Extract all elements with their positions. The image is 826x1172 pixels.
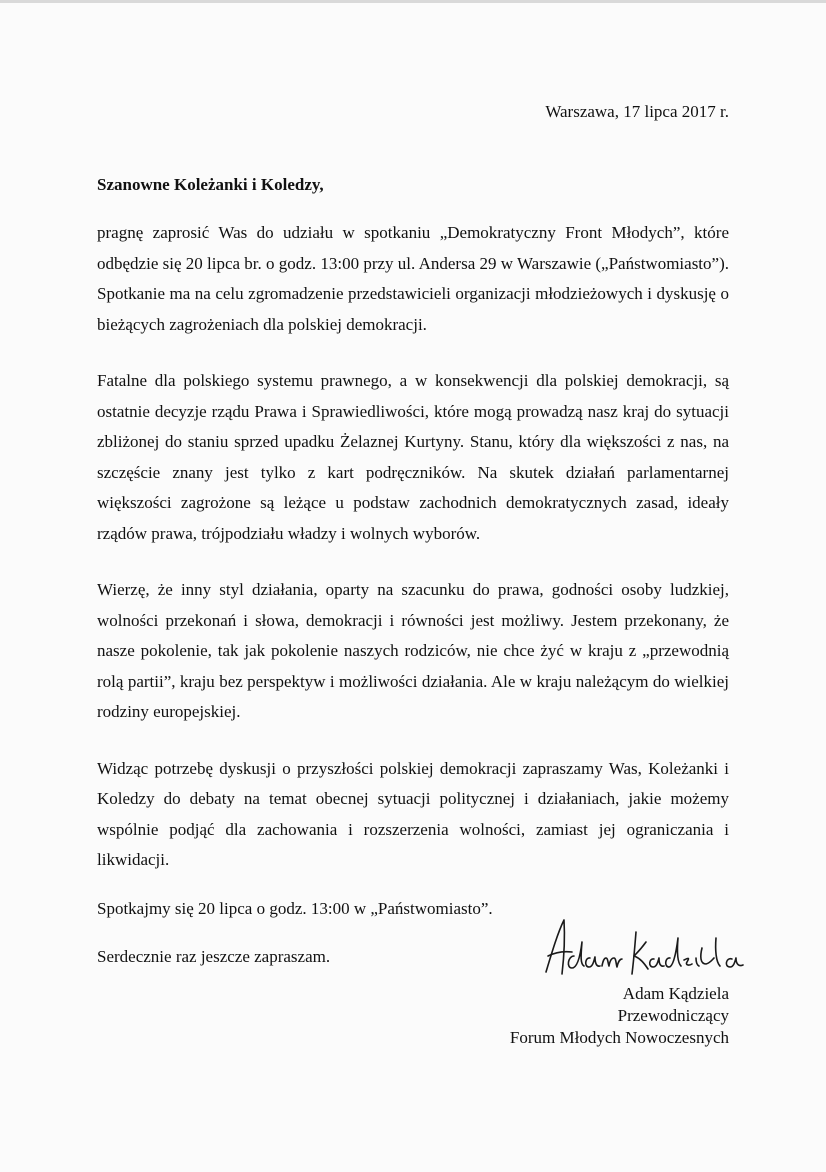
paragraph-debate-invitation: Widząc potrzebę dyskusji o przyszłości polskiej demokracji zapraszamy Was, Koleżanki i Koledzy do debaty na temat obecnej sytuacji politycznej i działaniach, jakie możemy wspólnie podjąć dla zachowania i rozszerzenia wolności, zamiast jej ograniczania i likwidacji. xyxy=(97,758,729,869)
letter-greeting: Szanowne Koleżanki i Koledzy, xyxy=(97,175,324,194)
signer-role: Przewodniczący xyxy=(617,1006,729,1025)
letter-body xyxy=(97,218,729,999)
handwritten-signature xyxy=(540,912,745,982)
paragraph-beliefs: Wierzę, że inny styl działania, oparty na szacunku do prawa, godności osoby ludzkiej, wolności przekonań i słowa, demokracji i równości jest możliwy. Jestem przekonany, że nasze pokolenie, tak jak pokolenie naszych rodziców, nie chce żyć w kraju z „przewodnią rolą partii”, kraju bez perspektyw i możliwości działania. Ale w kraju należącym do wielkiej rodziny europejskiej. xyxy=(97,580,729,721)
signer-organization: Forum Młodych Nowoczesnych xyxy=(509,1028,729,1047)
paragraph-closing: Serdecznie raz jeszcze zapraszam. xyxy=(97,947,331,966)
signer-block xyxy=(510,983,729,1049)
page-top-border xyxy=(0,0,826,3)
paragraph-concerns: Fatalne dla polskiego systemu prawnego, a w konsekwencji dla polskiej demokracji, są ostatnie decyzje rządu Prawa i Sprawiedliwości, które mogą prowadzą nasz kraj do sytuacji zbliżonej do staniu sprzed upadku Żelaznej Kurtyny. Stanu, który dla większości z nas, na szczęście znany jest tylko z kart podręczników. Na skutek działań parlamentarnej większości zagrożone są leżące u podstaw zachodnich demokratycznych zasad, ideały rządów prawa, trójpodziału władzy i wolnych wyborów. xyxy=(97,371,729,543)
letter-date: Warszawa, 17 lipca 2017 r. xyxy=(545,102,729,121)
signer-name: Adam Kądziela xyxy=(622,984,729,1003)
paragraph-invitation: pragnę zaprosić Was do udziału w spotkaniu „Demokratyczny Front Młodych”, które odbędzie się 20 lipca br. o godz. 13:00 przy ul. Andersa 29 w Warszawie („Państwomiasto”). Spotkanie ma na celu zgromadzenie przedstawicieli organizacji młodzieżowych i dyskusję o bieżących zagrożeniach dla polskiej demokracji. xyxy=(97,223,729,334)
paragraph-meeting-reminder: Spotkajmy się 20 lipca o godz. 13:00 w „Państwomiasto”. xyxy=(97,898,493,918)
